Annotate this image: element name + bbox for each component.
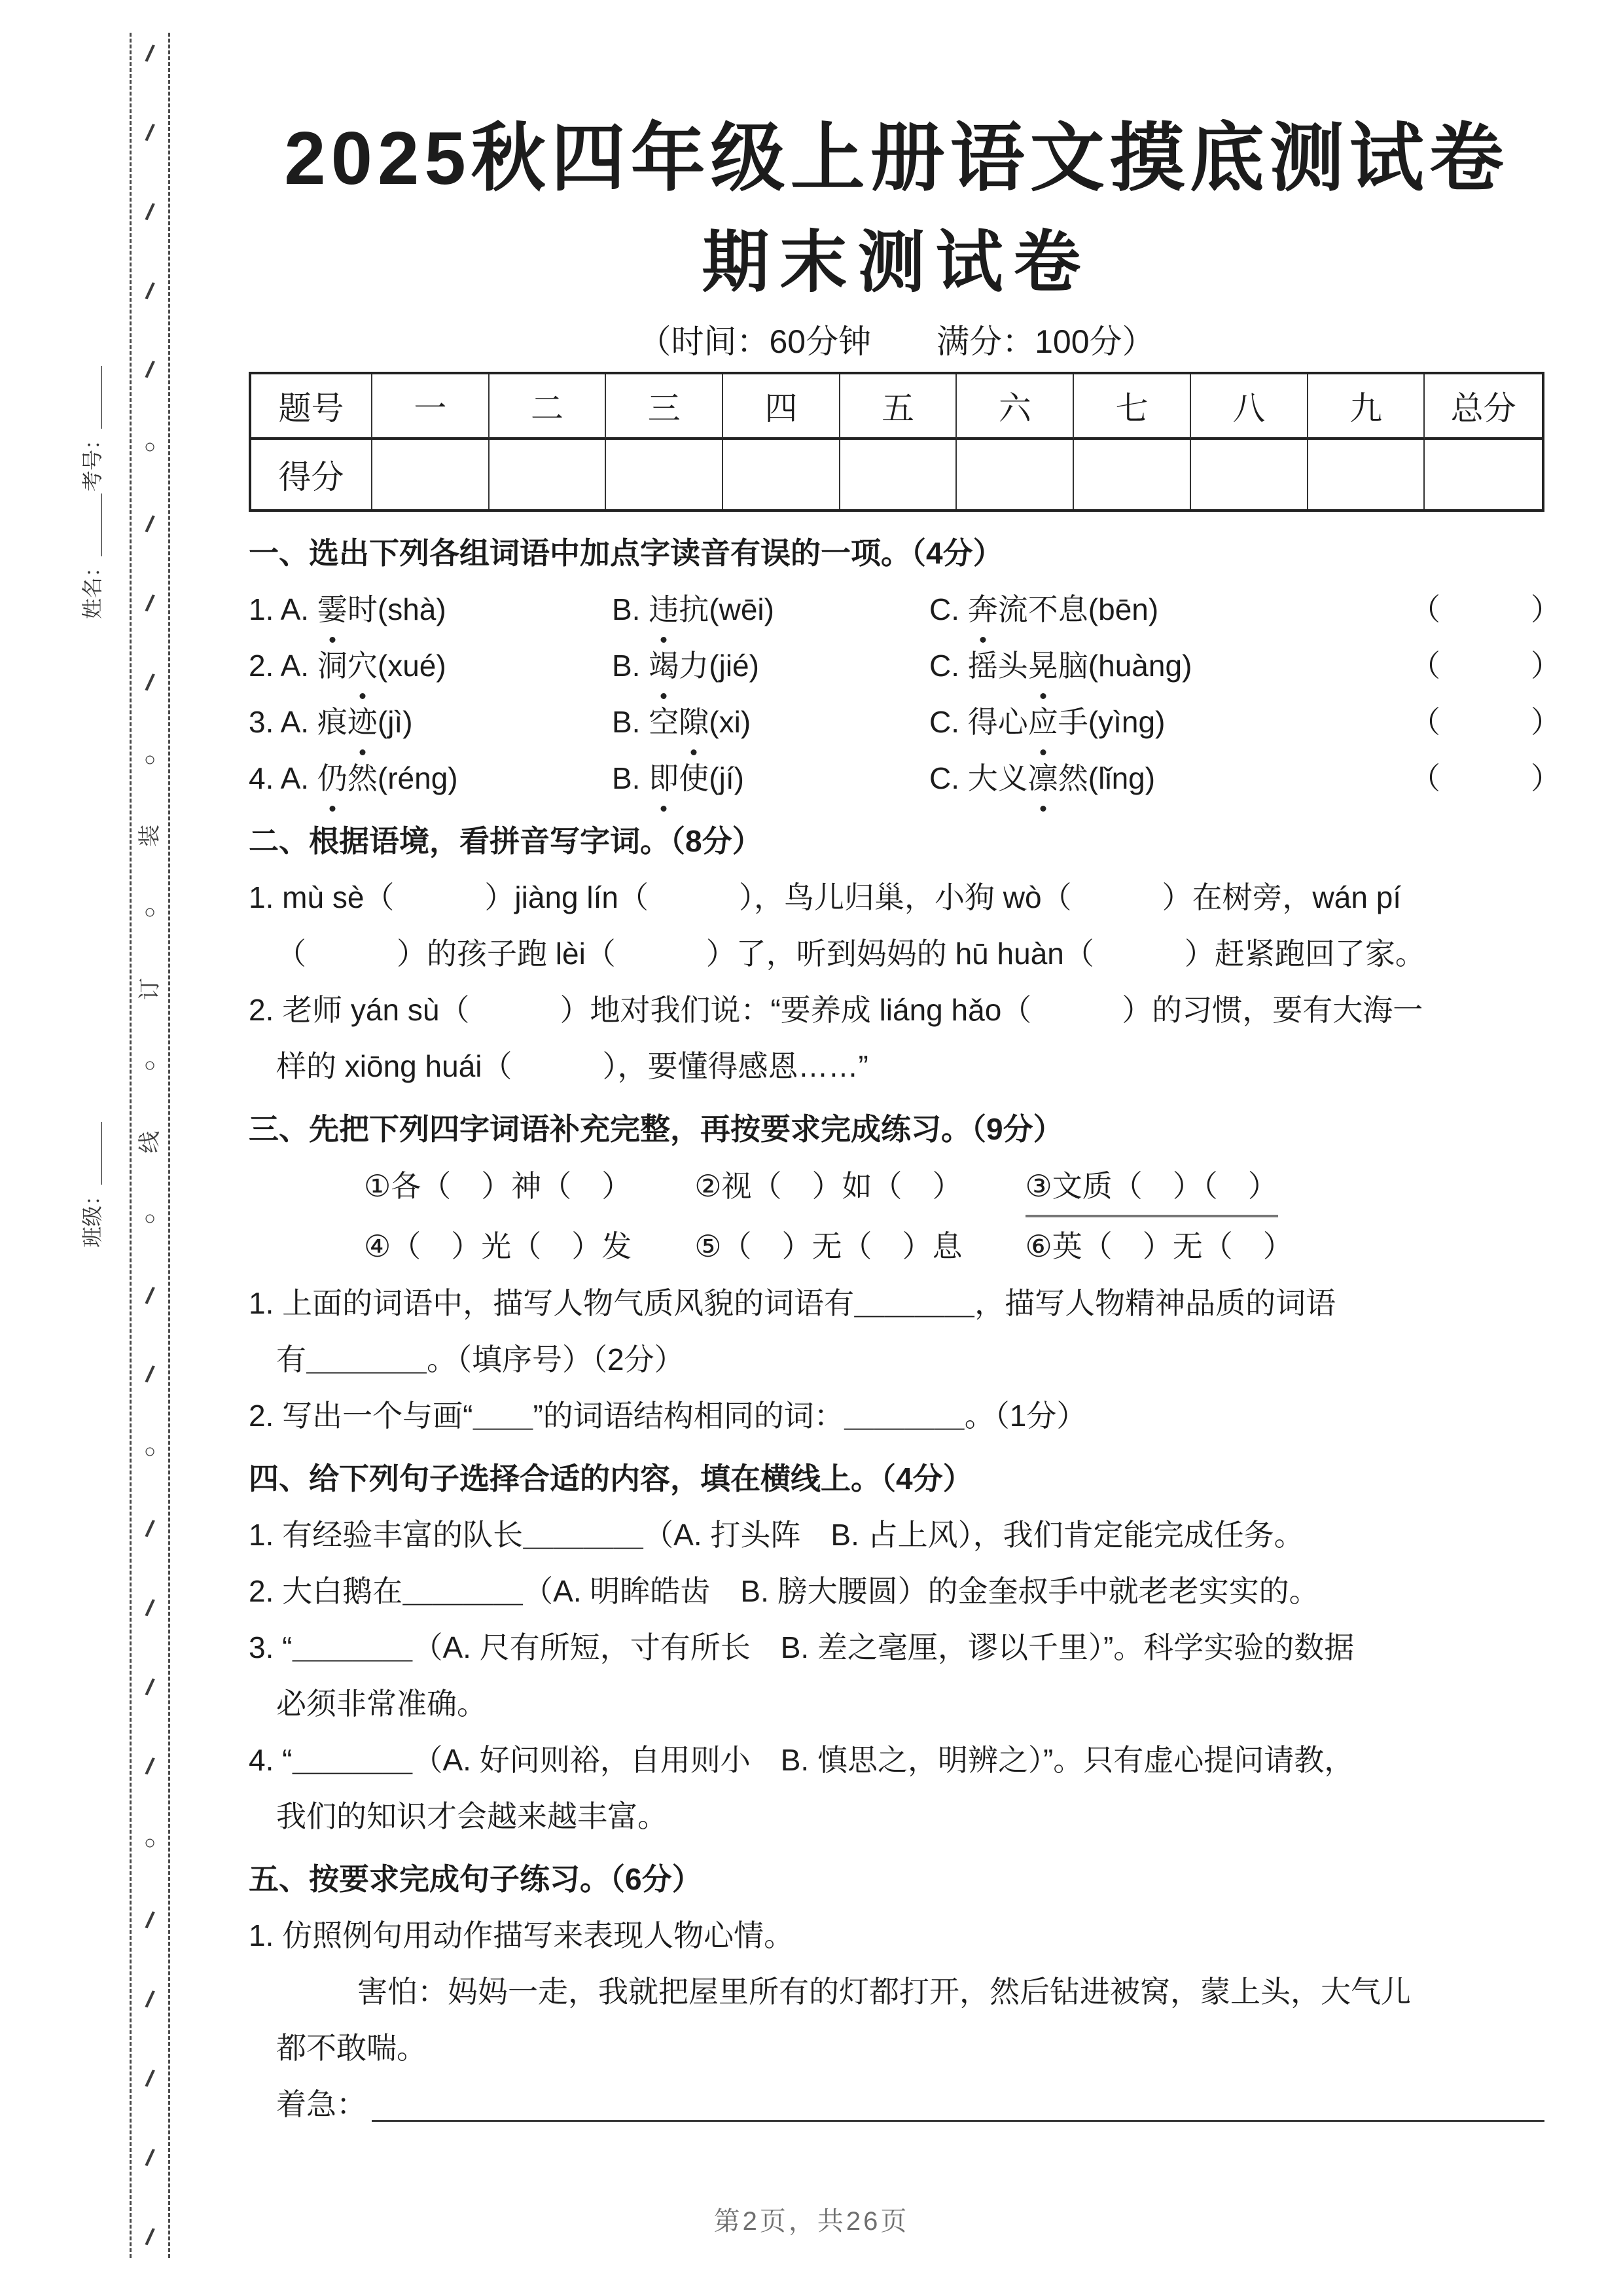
answer-bracket: （ ） (1410, 705, 1561, 739)
slash-mark: / (143, 1360, 156, 1388)
dotted-char: 穴 (348, 637, 378, 694)
char: 不 (1027, 592, 1058, 626)
circle-mark: ○ (143, 1441, 156, 1463)
word-item: ④（ ）光（ ）发 (364, 1229, 632, 1263)
section-5-prompt (249, 1907, 1544, 1964)
char: ) (1155, 705, 1166, 739)
option-C (929, 761, 1155, 795)
item-line (249, 925, 1544, 982)
option-cell (612, 637, 929, 694)
circle-mark: ○ (143, 748, 156, 770)
binding-char: 订 (137, 978, 162, 1001)
section-3-word-rows (249, 1157, 1544, 1275)
example-line: 害怕：妈妈一走，我就把屋里所有的灯都打开，然后钻进被窝，蒙上头，大气儿 (357, 1975, 1411, 2009)
char: ǐ (1105, 761, 1112, 795)
char: ) (740, 705, 751, 739)
option-label: A. (280, 592, 317, 626)
word-item: ②视（ ）如（ ） (694, 1169, 963, 1203)
char: j (387, 705, 395, 739)
char: ( (709, 649, 719, 683)
char: x (387, 649, 403, 683)
char: u (402, 649, 419, 683)
char: à (1132, 649, 1149, 683)
item-number: 4. (249, 1743, 283, 1777)
section-5-example (249, 1964, 1544, 2076)
section-4-heading: 四、给下列句子选择合适的内容，填在横线上。（4分） (249, 1462, 973, 1496)
item-number: 1. (249, 1286, 283, 1320)
option-label: A. (280, 649, 317, 683)
binding-char: 线 (137, 1130, 162, 1153)
score-cell (1425, 440, 1542, 509)
circle-mark: ○ (143, 1054, 156, 1076)
char: é (397, 761, 415, 795)
item-line (249, 1507, 1544, 1563)
char: 然 (347, 761, 378, 795)
char: 痕 (317, 705, 348, 739)
item-line (249, 1038, 1544, 1094)
char: h (1098, 649, 1115, 683)
char: g (1165, 649, 1183, 683)
option-C (929, 649, 1192, 683)
score-cell (1308, 440, 1425, 509)
time-score-line: （时间：60分钟 满分：100分） (638, 323, 1155, 360)
char: ( (1088, 649, 1099, 683)
score-table-header-cell: 八 (1191, 374, 1308, 440)
char: ) (1145, 761, 1156, 795)
option-A (281, 592, 446, 626)
char: ē (740, 592, 758, 626)
item-text: 有＿＿＿＿。（填序号）（2分） (276, 1342, 685, 1376)
item-number: 2. (249, 1399, 283, 1433)
char: b (1098, 592, 1115, 626)
score-table-header-cell: 九 (1308, 374, 1425, 440)
char: ) (402, 705, 413, 739)
item-number: 1. (249, 592, 281, 626)
word-row (249, 1217, 1544, 1275)
answer-bracket: （ ） (1410, 761, 1561, 795)
circle-mark: ○ (143, 1207, 156, 1229)
dotted-char: 奔 (968, 581, 998, 637)
char: 力 (679, 649, 709, 683)
question-row (249, 694, 1561, 750)
prompt-text: 仿照例句用动作描写来表现人物心情。 (282, 1918, 794, 1952)
score-cell (1074, 440, 1191, 509)
slash-mark: / (143, 1281, 156, 1310)
slash-mark: / (143, 2144, 156, 2172)
option-label: C. (929, 592, 968, 626)
char: 脑 (1058, 649, 1088, 683)
option-A (281, 761, 458, 795)
item-text: 必须非常准确。 (276, 1687, 487, 1721)
option-label: C. (929, 761, 968, 795)
item-line (249, 1676, 1544, 1732)
char: é (419, 649, 437, 683)
dotted-char: 仍 (317, 750, 348, 806)
option-cell (929, 581, 1410, 637)
dotted-char: 迹 (348, 694, 378, 750)
item-number: 2. (249, 1574, 283, 1608)
option-A (281, 705, 413, 739)
char: n (1148, 649, 1166, 683)
class-label: 班级：＿＿＿ (80, 1122, 104, 1248)
slash-mark: / (143, 1515, 156, 1543)
item-number: 1. (249, 880, 283, 914)
item-number: 3. (249, 1630, 283, 1664)
dotted-char: 隙 (679, 694, 709, 750)
item-number: 2. (249, 649, 281, 683)
char: 头 (997, 649, 1028, 683)
char: 息 (1058, 592, 1088, 626)
char: ) (749, 649, 759, 683)
char: s (387, 592, 403, 626)
char: ) (734, 761, 744, 795)
char: g (431, 761, 448, 795)
section-3-heading: 三、先把下列四字词语补充完整，再按要求完成练习。（9分） (249, 1112, 1063, 1146)
answer-label: 着急： (276, 2087, 366, 2121)
char: 摇 (967, 649, 998, 683)
page-number-footer: 第2页，共26页 (713, 2207, 910, 2236)
item-number: 4. (249, 761, 281, 795)
slash-mark: / (143, 510, 156, 538)
section-2-items (249, 869, 1544, 1094)
score-table-header-cell: 一 (372, 374, 490, 440)
char: u (1115, 649, 1132, 683)
exam-number-label: 考号：＿＿＿ (80, 366, 104, 492)
question-row (249, 750, 1561, 806)
section-1-rows (249, 581, 1561, 806)
item-text: “＿＿＿＿（A. 好问则裕，自用则小 B. 慎思之，明辨之）”。只有虚心提问请教， (282, 1743, 1355, 1777)
option-B (612, 649, 759, 683)
question-row (249, 637, 1561, 694)
option-label: C. (929, 649, 968, 683)
word-item-underlined: ③文质（ ）（ ） (1026, 1157, 1278, 1217)
option-cell (612, 581, 929, 637)
char: ) (1182, 649, 1192, 683)
char: x (719, 705, 734, 739)
student-name-label: 姓名：＿＿＿ (80, 493, 104, 620)
char: 流 (997, 592, 1028, 626)
item-text: 样的 xiōng huái（ ），要懂得感恩……” (276, 1049, 868, 1083)
section-3-questions (249, 1275, 1544, 1444)
char: 时 (347, 592, 378, 626)
option-label: B. (612, 705, 649, 739)
slash-mark: / (143, 1673, 156, 1701)
score-cell (723, 440, 840, 509)
item-line (249, 1563, 1544, 1619)
option-cell (929, 694, 1410, 750)
char: ē (1115, 592, 1132, 626)
char: g (1138, 705, 1156, 739)
char: ( (1088, 761, 1099, 795)
binding-char: 装 (137, 825, 162, 848)
char: w (719, 592, 741, 626)
score-cell (606, 440, 723, 509)
section-1-heading: 一、选出下列各组词语中加点字读音有误的一项。（4分） (249, 536, 1003, 570)
slash-mark: / (143, 2223, 156, 2251)
score-table-header-cell: 三 (606, 374, 723, 440)
char: n (1132, 592, 1149, 626)
slash-mark: / (143, 198, 156, 226)
score-cell (490, 440, 607, 509)
word-row (249, 1157, 1544, 1217)
item-line (249, 869, 1544, 925)
char: ( (377, 761, 388, 795)
char: 心 (997, 705, 1028, 739)
char: h (402, 592, 419, 626)
circle-mark: ○ (143, 1832, 156, 1854)
dotted-char: 晃 (1028, 637, 1058, 694)
option-label: B. (612, 592, 649, 626)
char: 手 (1058, 705, 1088, 739)
dotted-char: 霎 (317, 581, 348, 637)
score-row-label: 得分 (251, 440, 372, 509)
option-A (281, 649, 446, 683)
char: ( (377, 592, 388, 626)
char: ( (709, 761, 719, 795)
item-number: 2. (249, 993, 283, 1027)
option-cell (249, 694, 612, 750)
option-cell (612, 694, 929, 750)
option-C (929, 592, 1158, 626)
char: 抗 (679, 592, 709, 626)
slash-mark: / (143, 1594, 156, 1622)
char: ( (1088, 592, 1099, 626)
char: í (725, 761, 734, 795)
dotted-char: 违 (649, 581, 679, 637)
char: n (1111, 761, 1129, 795)
option-B (612, 761, 744, 795)
char: ) (1148, 592, 1159, 626)
option-label: B. (612, 649, 649, 683)
char: ( (709, 592, 719, 626)
answer-blank-line (372, 2120, 1544, 2122)
item-text: “＿＿＿＿（A. 尺有所短，寸有所长 B. 差之毫厘，谬以千里）”。科学实验的数据 (282, 1630, 1355, 1664)
dotted-char: 即 (649, 750, 679, 806)
section-2-heading: 二、根据语境，看拼音写字词。（8分） (249, 824, 762, 858)
score-cell (1191, 440, 1308, 509)
char: ) (764, 592, 774, 626)
option-cell (929, 750, 1410, 806)
char: à (419, 592, 437, 626)
char: ( (1088, 705, 1099, 739)
slash-mark: / (143, 276, 156, 305)
char: ( (709, 705, 719, 739)
dotted-char: 凛 (1028, 750, 1058, 806)
section-4-items (249, 1507, 1544, 1844)
score-cell (840, 440, 957, 509)
option-label: C. (929, 705, 968, 739)
item-line (249, 982, 1544, 1038)
item-text: mù sè（ ）jiàng lín（ ），鸟儿归巢，小狗 wò（ ）在树旁，wán pí (282, 880, 1402, 914)
item-text: 我们的知识才会越来越丰富。 (276, 1799, 668, 1833)
char: i (734, 705, 741, 739)
slash-mark: / (143, 589, 156, 617)
char: 大 (967, 761, 998, 795)
circle-mark: ○ (143, 901, 156, 924)
option-label: B. (612, 761, 649, 795)
char: j (719, 761, 726, 795)
option-cell (249, 581, 612, 637)
item-text: 老师 yán sù（ ）地对我们说：“要养成 liáng hǎo（ ）的习惯，要有大海一 (282, 993, 1423, 1027)
char: j (719, 649, 726, 683)
word-item: ⑥英（ ）无（ ） (1025, 1229, 1293, 1263)
char: n (1121, 705, 1139, 739)
char: 洞 (317, 649, 348, 683)
char: 使 (679, 761, 709, 795)
page-subtitle: 期末测试卷 (702, 224, 1092, 300)
item-text: 写出一个与画“＿＿”的词语结构相同的词：＿＿＿＿。（1分） (282, 1399, 1087, 1433)
item-text: 有经验丰富的队长＿＿＿＿（A. 打头阵 B. 占上风），我们肯定能完成任务。 (282, 1518, 1304, 1552)
char: r (387, 761, 398, 795)
score-table-header-cell: 总分 (1425, 374, 1542, 440)
score-table-header-cell: 二 (490, 374, 607, 440)
dotted-char: 竭 (649, 637, 679, 694)
item-text: 大白鹅在＿＿＿＿（A. 明眸皓齿 B. 膀大腰圆）的金奎叔手中就老老实实的。 (282, 1574, 1319, 1608)
slash-mark: / (143, 39, 156, 67)
option-B (612, 592, 774, 626)
item-number: 3. (249, 705, 281, 739)
binding-line-strip (130, 33, 170, 2258)
char: ì (394, 705, 403, 739)
option-cell (249, 750, 612, 806)
slash-mark: / (143, 1985, 156, 2013)
item-text: （ ）的孩子跑 lèi（ ）了，听到妈妈的 hū huàn（ ）赶紧跑回了家。 (276, 937, 1425, 971)
option-cell (929, 637, 1410, 694)
slash-mark: / (143, 2064, 156, 2092)
char: i (725, 649, 733, 683)
slash-mark: / (143, 1906, 156, 1934)
example-line: 都不敢喘。 (276, 2031, 427, 2065)
char: ) (448, 761, 458, 795)
option-cell (612, 750, 929, 806)
char: l (1098, 761, 1105, 795)
slash-mark: / (143, 118, 156, 147)
option-B (612, 705, 751, 739)
score-table-header-cell: 题号 (251, 374, 372, 440)
item-number: 1. (249, 1918, 274, 1952)
score-cell (372, 440, 490, 509)
word-item: ⑤（ ）无（ ）息 (694, 1229, 963, 1263)
score-cell (957, 440, 1074, 509)
char: 得 (967, 705, 998, 739)
char: é (732, 649, 749, 683)
option-cell (249, 637, 612, 694)
slash-mark: / (143, 668, 156, 696)
page-title: 2025秋四年级上册语文摸底测试卷 (284, 117, 1509, 200)
char: ( (377, 649, 388, 683)
char: y (1098, 705, 1114, 739)
char: ( (377, 705, 388, 739)
answer-bracket: （ ） (1410, 649, 1561, 683)
score-table-header-cell: 五 (840, 374, 957, 440)
slash-mark: / (143, 355, 156, 384)
score-table-header-cell: 四 (723, 374, 840, 440)
option-C (929, 705, 1165, 739)
char: ì (1113, 705, 1122, 739)
item-line (249, 1275, 1544, 1331)
char: ) (436, 592, 446, 626)
question-body (249, 518, 1561, 2132)
answer-line (249, 2076, 1544, 2132)
item-line (249, 1788, 1544, 1844)
circle-mark: ○ (143, 436, 156, 458)
item-line (249, 1388, 1544, 1444)
question-row (249, 581, 1561, 637)
char: 空 (649, 705, 679, 739)
item-number: 1. (249, 1518, 283, 1552)
item-text: 上面的词语中，描写人物气质风貌的词语有＿＿＿＿，描写人物精神品质的词语 (282, 1286, 1336, 1320)
char: 然 (1058, 761, 1088, 795)
score-table (249, 372, 1544, 512)
word-item: ①各（ ）神（ ） (364, 1169, 632, 1203)
score-table-header-cell: 六 (957, 374, 1074, 440)
slash-mark: / (143, 1751, 156, 1780)
char: g (1128, 761, 1145, 795)
item-line (249, 1619, 1544, 1676)
option-label: A. (280, 705, 317, 739)
char: n (414, 761, 431, 795)
option-label: A. (280, 761, 317, 795)
score-table-header-cell: 七 (1074, 374, 1191, 440)
char: 义 (997, 761, 1028, 795)
dotted-char: 应 (1028, 694, 1058, 750)
char: i (757, 592, 764, 626)
char: ) (436, 649, 446, 683)
answer-bracket: （ ） (1410, 592, 1561, 626)
item-line (249, 1732, 1544, 1788)
item-line (249, 1331, 1544, 1388)
section-5-heading: 五、按要求完成句子练习。（6分） (249, 1862, 702, 1896)
